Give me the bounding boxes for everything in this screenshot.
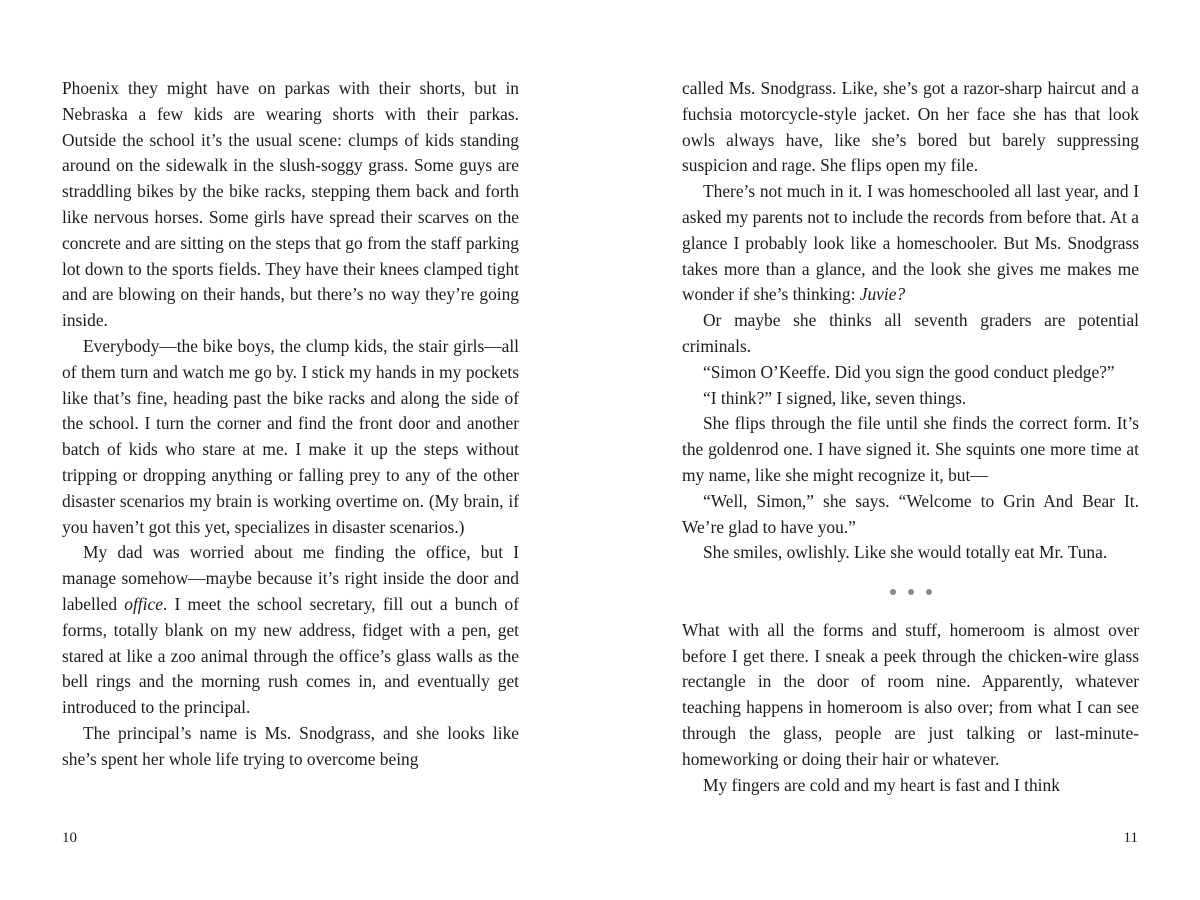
page-number: 11 [1123, 830, 1138, 846]
scene-break-ornament [682, 566, 1139, 618]
italic-text: Juvie? [859, 284, 906, 305]
paragraph: Or maybe she thinks all seventh graders are potential criminals. [682, 310, 1139, 356]
right-page-text [682, 76, 1139, 798]
paragraph: called Ms. Snodgrass. Like, she’s got a razor-sharp haircut and a fuchsia motorcycle-style jacket. On her face she has that look owls always have, like she’s bored but barely suppressing suspicion and rage. She flips open my file. [682, 78, 1139, 176]
paragraph: My fingers are cold and my heart is fast and I think [703, 774, 1060, 795]
paragraph: The principal’s name is Ms. Snodgrass, and she looks like she’s spent her whole life trying to overcome being [62, 722, 519, 769]
paragraph: “Simon O’Keeffe. Did you sign the good conduct pledge?” [703, 361, 1115, 382]
paragraph-text: My dad was worried about me finding the office, but I manage somehow—maybe because it’s right inside the door and labelled [62, 542, 519, 614]
paragraph: Phoenix they might have on parkas with their shorts, but in Nebraska a few kids are wearing shorts with their parkas. Outside the school it’s the usual scene: clumps of kids standing around on the sidewalk in the slush-soggy grass. Some guys are straddling bikes by the bike racks, stepping them back and forth like nervous horses. Some girls have spread their scarves on the concrete and are sitting on the steps that go from the staff parking lot down to the sports fields. They have their knees clamped tight and are blowing on their hands, but there’s no way they’re going inside. [62, 78, 519, 331]
italic-text: office [124, 593, 163, 614]
paragraph-text: There’s not much in it. I was homeschooled all last year, and I asked my parents not to include the records from before that. At a glance I probably look like a homeschooler. But Ms. Snodgrass takes more than a glance, and the look she gives me makes me wonder if she’s thinking: [682, 181, 1139, 305]
paragraph-text: . I meet the school secretary, fill out a bunch of forms, totally blank on my new address, fidget with a pen, get stared at like a zoo animal through the office’s glass walls as the bell rings and the morning rush comes in, and eventually get introduced to the principal. [62, 593, 520, 718]
paragraph [682, 179, 1139, 308]
right-page [600, 0, 1200, 900]
ornament-dot [890, 589, 896, 595]
left-page-text [62, 76, 519, 773]
page-number: 10 [62, 830, 77, 846]
paragraph: “I think?” I signed, like, seven things. [703, 387, 967, 408]
paragraph: “Well, Simon,” she says. “Welcome to Grin And Bear It. We’re glad to have you.” [682, 490, 1139, 537]
paragraph: What with all the forms and stuff, homeroom is almost over before I get there. I sneak a peek through the chicken-wire glass rectangle in the door of room nine. Apparently, whatever teaching happens in homeroom is also over; from what I can see through the glass, people are just talking or last-minute-homeworking or doing their hair or whatever. [682, 619, 1139, 769]
paragraph: She smiles, owlishly. Like she would totally eat Mr. Tuna. [703, 542, 1108, 563]
paragraph: Everybody—the bike boys, the clump kids, the stair girls—all of them turn and watch me go by. I stick my hands in my pockets like that’s fine, heading past the bike racks and along the side of the school. I turn the corner and find the front door and another batch of kids who stare at me. I make it up the steps without tripping or dropping anything or falling prey to any of the other disaster scenarios my brain is working overtime on. (My brain, if you haven’t got this yet, specializes in disaster scenarios.) [62, 335, 519, 537]
ornament-dot [908, 589, 914, 595]
ornament-dot [926, 589, 932, 595]
paragraph [62, 540, 519, 721]
paragraph: She flips through the file until she finds the correct form. It’s the goldenrod one. I have signed it. She squints one more time at my name, like she might recognize it, but— [682, 413, 1139, 485]
